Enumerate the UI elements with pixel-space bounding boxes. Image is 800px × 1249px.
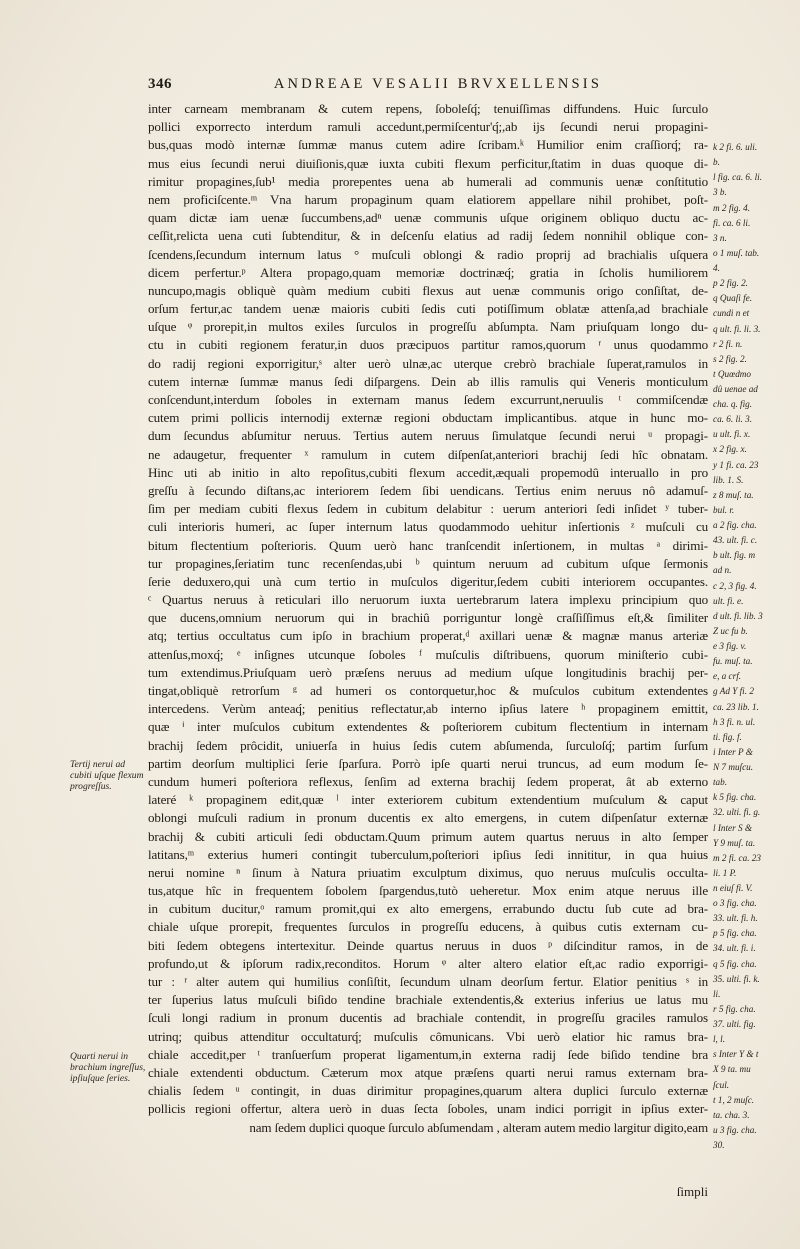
margin-reference: q ult. fi. li. 3. (713, 323, 761, 334)
margin-reference: li. (713, 988, 721, 999)
text-line: lateré ᵏ propaginem edit,quæ ˡ inter exteriorem cubitum extendentium muſculum & caput (148, 792, 708, 808)
margin-reference: p 5 fig. cha. (713, 928, 757, 939)
text-line: ſerie deduxero,qui unà cum tertio in muſculos digeritur,ſedem cubiti interiorem occupantes. (148, 573, 708, 589)
margin-reference: l, l. (713, 1034, 725, 1045)
margin-reference: k 2 fi. 6. uli. (713, 142, 758, 152)
left-margin-note: Tertij nerui ad cubiti uſque flexum progreſſus. (70, 759, 144, 792)
margin-reference: 30. (713, 1140, 725, 1150)
margin-reference: 4. (713, 263, 720, 273)
margin-reference: cha. q. fig. (713, 399, 753, 410)
text-line: bitum flectentium poſterioris. Quum uerò hanc tranſcendit inſertionem, in multas ᵃ dirimi- (148, 537, 708, 553)
text-line: chialis ſedem ᵘ contingit, in duas dirimitur propagines,quarum altera duplici ſurculo externæ (148, 1083, 708, 1099)
margin-reference: c 2, 3 fig. 4. (713, 580, 757, 591)
margin-reference: t 1, 2 muſc. (713, 1094, 755, 1105)
margin-reference: r 5 fig. cha. (713, 1003, 756, 1014)
margin-reference: dû uenae ad (713, 383, 758, 394)
margin-reference: o 3 fig. cha. (713, 898, 757, 909)
margin-reference: 34. ult. fi. i. (713, 943, 756, 954)
text-line: ter ſuperius latus muſculi biſido tendine brachiale extendentis,& exterius inferius ue latus mu (148, 992, 708, 1008)
margin-reference: l fig. ca. 6. li. (713, 172, 762, 183)
text-line: nerui nomine ⁿ ſinum à Natura priuatim exculptum diximus, quo neruus muſculis occulta- (148, 864, 708, 880)
text-line: uſque ᵠ prorepit,in multos exiles ſurculos in progreſſu abſumpta. Nam priuſquam longo du- (148, 319, 708, 335)
page-number: 346 (148, 76, 172, 92)
margin-reference: fu. muſ. ta. (713, 656, 753, 667)
text-line: partim deorſum multiplici ſerie ſparſura. Porrò ipſe quarti nerui truncus, ad eum modum ſe- (148, 755, 708, 771)
margin-reference: b. (713, 157, 720, 168)
margin-reference: m 2 fig. 4. (713, 202, 751, 213)
text-line: greſſu à ſecundo diſtans,ac interiorem ſedem ſibi uendicans. Tertius enim neruus nô adamuſ- (148, 482, 708, 498)
margin-reference: ad n. (713, 565, 732, 576)
margin-reference: tab. (713, 777, 728, 788)
margin-reference: z 8 muſ. ta. (713, 489, 754, 500)
text-line: attenſus,moxq́; ᵉ inſignes utcunque ſoboles ᶠ muſculis diſtribuens, quorum miniſterio cubi- (148, 646, 708, 662)
margin-reference: ult. fi. e. (713, 595, 744, 606)
text-line: brachij ſedem prôcidit, uniuerſa in huius ſedis cutem abſumenda, ſurculoſq́; partim ſurſum (148, 737, 708, 753)
margin-reference: i Inter P & (713, 746, 753, 757)
margin-reference: 3 b. (713, 187, 727, 198)
margin-reference: Y 9 muſ. ta. (713, 837, 756, 848)
margin-reference: ſcul. (713, 1079, 730, 1090)
text-line: ceſſit,relicta uena cuti ſubtenditur, & in deſcenſu elatius ad radij ſedem nonnihil oblique con- (148, 228, 708, 244)
text-line: ſcendens,ſecundum internum latus ° muſculi oblongi & radio proprij ad brachialis uſquera (148, 246, 708, 262)
text-line: culi interioris humeri, ac ſuper internum latus quodammodo uehitur inſertionis ᶻ muſculi cu (148, 519, 708, 535)
margin-reference: u 3 fig. cha. (713, 1124, 757, 1135)
margin-reference: lib. 1. S. (713, 474, 744, 485)
margin-reference: bul. r. (713, 504, 735, 515)
margin-reference: q 5 fig. cha. (713, 958, 757, 969)
text-line: cutem primi pollicis internodij externæ regioni obductam implicantibus. atque in hunc mo- (148, 410, 708, 426)
text-line: dicem perfertur.ᵖ Altera propago,quam memoriæ doctrinæq́; gratia in ſcholis humiliorem (148, 264, 708, 280)
margin-reference: ca. 23 lib. 1. (713, 701, 759, 712)
text-line: mus eius ſecundi nerui diuiſionis,quæ iuxta cubiti flexum perficitur,ſtatim in duas quoque di- (148, 155, 708, 171)
text-line: nuncupo,magis obliquè quàm medium cubiti flexus aut uenæ communis origo conſiſtat, de- (148, 282, 708, 298)
text-line: latitans,ᵐ exterius humeri contingit tuberculum,poſteriori ipſius ſedi innititur, in qua huius (148, 846, 708, 862)
text-line: tur propagines,ſeriatim tunc recenſendas,ubi ᵇ quintum neruum ad cubitum uſque ſermonis (148, 555, 708, 571)
text-line: tur : ʳ alter autem qui humilius conſiſtit, ſecundum ulnam deorſum fertur. Elatior penitius ˢ in (148, 974, 708, 989)
text-line: pollici exporrecto interdum ramuli accedunt,permiſcentur'q́;,ab ijs ſecundi nerui propagini- (148, 119, 708, 135)
margin-reference: 33. ult. fi. h. (713, 913, 758, 924)
running-head (148, 76, 708, 98)
margin-reference: 35. ulti. fi. k. (713, 973, 760, 984)
text-line: oblongi muſculi radium in pronum ducentis ex alto emergens, in cutem diſpenſatur externæ (148, 810, 708, 826)
margin-reference: d ult. fi. lib. 3 (713, 610, 763, 621)
margin-reference: t Quœdmo (713, 368, 752, 379)
margin-reference: p 2 fig. 2. (713, 278, 748, 289)
margin-reference: u ult. fi. x. (713, 429, 751, 440)
margin-reference: m 2 fi. ca. 23 (713, 852, 761, 863)
text-line: quam dictæ iam uenæ ſuccumbens,adⁿ uenæ communis uſque originem obliquo ductu ac- (148, 210, 708, 226)
text-line: ᶜ Quartus neruus à reticulari illo neruorum iuxta uertebrarum latera implexu principium quo (148, 592, 708, 608)
margin-reference: 32. ulti. fi. g. (713, 807, 761, 818)
text-line: que ducens,omnium neruorum qui in brachiû porriguntur longè craſſiſſimus eſt,& ſimiliter (148, 610, 708, 626)
margin-reference: 37. ulti. fig. (713, 1019, 756, 1029)
text-line: cundum humeri poſteriora reflexus, ſenſim ad externa brachij ſedem properat, ât ab externo (148, 773, 708, 789)
text-line: pollicis regioni offertur, altera uerò in duas ſecta ſoboles, unam indici porrigit in ipſius exter- (148, 1101, 708, 1117)
text-line: tingat,obliquè retrorſum ᵍ ad humeri os contorquetur,hoc & muſculos cubitum extendentes (148, 683, 708, 698)
body-text (148, 100, 708, 1137)
text-line: atq; tertius occultatus cum ipſo in brachium properat,ᵈ axillari uenæ & magnæ manus arteriæ (148, 628, 708, 644)
text-line: profundo,ut & ipſorum radix,reconditos. Horum ᵠ alter altero elatior eſt,ac radio exporrigi- (148, 955, 708, 971)
text-line: utrinq; quibus attenditur occultaturq́; muſculis cômunicans. Vbi uerò elatior hic ramus bra- (148, 1028, 708, 1044)
margin-reference: 3 n. (713, 232, 727, 243)
margin-reference: y 1 fi. ca. 23 (713, 459, 759, 470)
margin-reference: s 2 fig. 2. (713, 353, 747, 364)
margin-reference: g Ad Y fi. 2 (713, 686, 754, 697)
text-line: orſum fertur,ac tandem uenæ maioris cubiti ſedis cuti potiſſimum oblatæ attenſa,ad brachiale (148, 301, 708, 317)
margin-reference: ta. cha. 3. (713, 1109, 750, 1120)
margin-reference: r 2 fi. n. (713, 338, 743, 349)
margin-reference: e 3 fig. v. (713, 641, 747, 651)
text-line: do radij regioni exporrigitur,ˢ alter uerò ulnæ,ac uterque crebrò brachiale ſuperat,ramulos in (148, 355, 708, 371)
margin-reference: 43. ult. fi. c. (713, 535, 758, 546)
margin-reference: li. 1 P. (713, 867, 737, 878)
margin-reference: X 9 ta. mu (713, 1064, 751, 1075)
margin-reference: ti. fig. f. (713, 731, 742, 742)
margin-reference: n eiuſ fi. V. (713, 882, 753, 893)
text-line: nam ſedem duplici quoque ſurculo abſumendam , alteram autem medio largitur digito,eam (249, 1119, 708, 1135)
text-line: bus,quas modò internæ ſummæ manus cutem adire ſcribam.ᵏ Humilior enim craſſiorq́; ra- (148, 137, 708, 153)
margin-reference: e, a crf. (713, 671, 742, 682)
text-line: in cubitum ducitur,ᵒ ramum promit,qui ex alto emergens, errabundo ductu ſub cute ad bra- (148, 901, 708, 917)
text-line: ne adaugetur, frequenter ˣ ramulum in cutem diſpenſat,anteriori brachij ſedi hîc obnatam. (148, 446, 708, 462)
text-line: tus,atque hîc in frequentem ſobolem ſpargendus,tutò ueheretur. Mox enim atque neruus ille (148, 883, 708, 899)
text-line: rimitur propagines,ſub¹ media prorepentes uena ab humerali ad communis uenæ conſtitutio (148, 173, 708, 189)
margin-reference: s Inter Y & t (713, 1049, 759, 1060)
margin-reference: N 7 muſcu. (713, 762, 754, 772)
text-line: brachij & cubiti articuli ſedi obductam.Quum primum autem quartus neruus in alto ſemper (148, 828, 708, 844)
text-line: Hinc uti ab initio in alto repoſitus,cubiti flexum accedit,æquali propemodû interuallo in pro (148, 464, 708, 480)
margin-reference: h 3 fi. n. ul. (713, 716, 756, 727)
text-line: chiale accedit,per ᵗ tranſuerſum properat ligamentum,in externa radij ſede biſido tendine bra (148, 1046, 708, 1062)
text-line: intercedens. Verùm anteaq́; penitius reflectatur,ab interno ipſius latere ʰ propaginem emittit, (148, 701, 708, 717)
text-line: dum ſecundus abſumitur neruus. Tertius autem neruus ſimulatque ſecundi nerui ᵘ propagi- (148, 428, 708, 444)
text-line: tum extendimus.Priuſquam uerò præſens neruus ad medium uſque longitudinis brachij per- (148, 664, 708, 680)
text-line: cutem internæ ſummæ manus ſedi diſpargens. Dein ab illis ramulis qui Veneris monticulum (148, 373, 708, 389)
text-line: quæ ⁱ inter muſculos cubitum extendentes & poſteriorem cubitum flectentium in internam (148, 719, 708, 735)
left-margin-note: Quarti nerui in brachium ingreſſus, ipſiuſque ſeries. (70, 1051, 146, 1084)
margin-reference: fi. ca. 6 li. (713, 217, 751, 228)
text-line: inter carneam membranam & cutem repens, ſoboleſq́; tenuiſſimas diffundens. Huic ſurculo (148, 101, 708, 116)
text-line: ſim per mediam cubiti flexus ſedem in cubitum delabitur : uerum anteriori ſedi inſidet ʸ tuber- (148, 501, 708, 517)
text-line: chiale uſque prorepit, frequentes ſurculos in progreſſu educens, à quibus cutis externam cu- (148, 919, 708, 935)
margin-reference: ca. 6. li. 3. (713, 414, 753, 425)
catchword: ſimpli (676, 1184, 708, 1199)
margin-reference: Z uc fu b. (713, 625, 748, 636)
text-line: ſculi longi radium in pronum ducentis ad brachiale contendit, in progreſſu graciles ramulos (148, 1010, 708, 1026)
margin-reference: b ult. fig. m (713, 550, 756, 561)
text-line: ctu in cubiti regionem feratur,in duos præcipuos partitur ramos,quorum ʳ unus quodammo (148, 337, 708, 353)
text-line: conſcendunt,interdum ſoboles in externam manus ſedem excurrunt,neruulis ᵗ commiſcendæ (148, 392, 708, 407)
margin-reference: q Quaſi fe. (713, 293, 753, 304)
text-line: nem proficiſcente.ᵐ Vna harum propaginum quam elatiorem appellare nihil prohibet, poſt- (148, 191, 708, 207)
margin-reference: l Inter S & (713, 822, 753, 833)
margin-reference: a 2 fig. cha. (713, 520, 757, 530)
margin-reference: o 1 muſ. tab. (713, 247, 760, 258)
margin-reference: cundi n et (713, 308, 750, 319)
margin-reference: k 5 fig. cha. (713, 792, 757, 803)
text-line: chiale extendenti obductum. Cæterum mox atque præſens quarti nerui ramus externam bra- (148, 1064, 708, 1080)
margin-reference: x 2 fig. x. (713, 444, 747, 455)
running-head-title: ANDREAE VESALII BRVXELLENSIS (273, 76, 603, 92)
text-line: biti ſedem obtegens intertexitur. Deinde quartus neruus in duos ᵖ diſcinditur ramos, in de (148, 937, 708, 953)
